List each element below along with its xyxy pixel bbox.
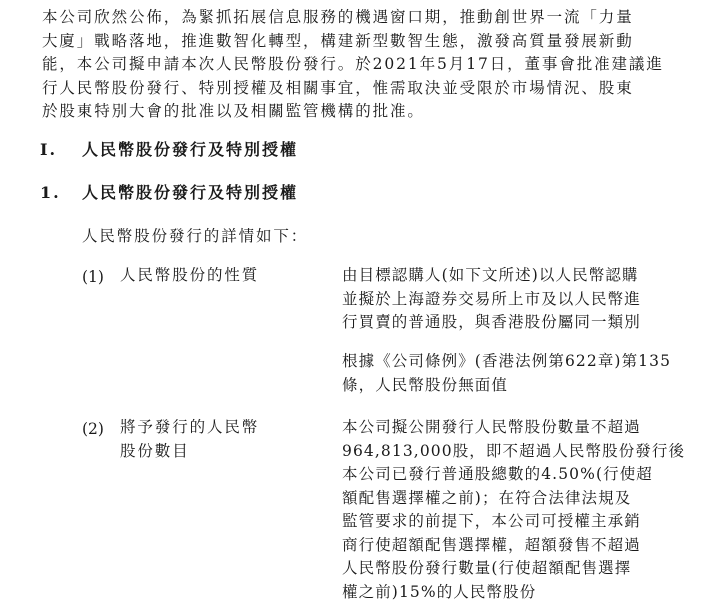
section-title: 人民幣股份發行及特別授權 <box>82 140 298 159</box>
section-heading <box>40 137 298 160</box>
subsection-number: 1. <box>40 183 82 202</box>
item-value-line: 本公司已發行普通股總數的4.50%(行使超 <box>342 463 688 487</box>
item-label-line: 人民幣股份的性質 <box>120 264 259 288</box>
subsection-heading <box>40 180 298 203</box>
item-value-paragraph <box>342 350 688 397</box>
item-value-line: 額配售選擇權之前)；在符合法律法規及 <box>342 487 688 511</box>
item-value-line: 行買賣的普通股，與香港股份屬同一類別 <box>342 311 688 335</box>
item-value-line: 商行使超額配售選擇權，超額發售不超過 <box>342 534 688 558</box>
item-number: (2) <box>82 420 104 438</box>
item-label <box>120 264 259 288</box>
subsection-title: 人民幣股份發行及特別授權 <box>82 183 298 202</box>
item-label-line: 將予發行的人民幣 <box>120 416 259 440</box>
item-number: (1) <box>82 268 104 286</box>
item-value-line: 964,813,000股，即不超過人民幣股份發行後 <box>342 440 688 464</box>
item-value-line: 根據《公司條例》(香港法例第622章)第135 <box>342 350 688 374</box>
section-number: I. <box>40 140 82 159</box>
item-value-line: 監管要求的前提下，本公司可授權主承銷 <box>342 510 688 534</box>
details-lead: 人民幣股份發行的詳情如下： <box>82 224 308 246</box>
intro-line: 於股東特別大會的批准以及相關監管機構的批准。 <box>42 100 682 124</box>
intro-line: 本公司欣然公佈，為緊抓拓展信息服務的機遇窗口期，推動創世界一流「力量 <box>42 6 682 30</box>
item-value-line: 並擬於上海證券交易所上市及以人民幣進 <box>342 288 688 312</box>
intro-line: 大廈」戰略落地，推進數智化轉型，構建新型數智生態，激發高質量發展新動 <box>42 30 682 54</box>
item-value-line: 權之前)15%的人民幣股份 <box>342 581 688 604</box>
intro-line: 行人民幣股份發行、特別授權及相關事宜，惟需取決並受限於市場情況、股東 <box>42 77 682 101</box>
item-label <box>120 416 259 463</box>
item-value-paragraph <box>342 416 688 604</box>
item-value-line: 本公司擬公開發行人民幣股份數量不超過 <box>342 416 688 440</box>
item-value-line: 條，人民幣股份無面值 <box>342 374 688 398</box>
item-value-line: 由目標認購人(如下文所述)以人民幣認購 <box>342 264 688 288</box>
item-value-paragraph <box>342 264 688 335</box>
item-value-line: 人民幣股份發行數量(行使超額配售選擇 <box>342 557 688 581</box>
item-label-line: 股份數目 <box>120 440 259 464</box>
intro-paragraph <box>42 6 682 124</box>
intro-line: 能，本公司擬申請本次人民幣股份發行。於2021年5月17日，董事會批准建議進 <box>42 53 682 77</box>
